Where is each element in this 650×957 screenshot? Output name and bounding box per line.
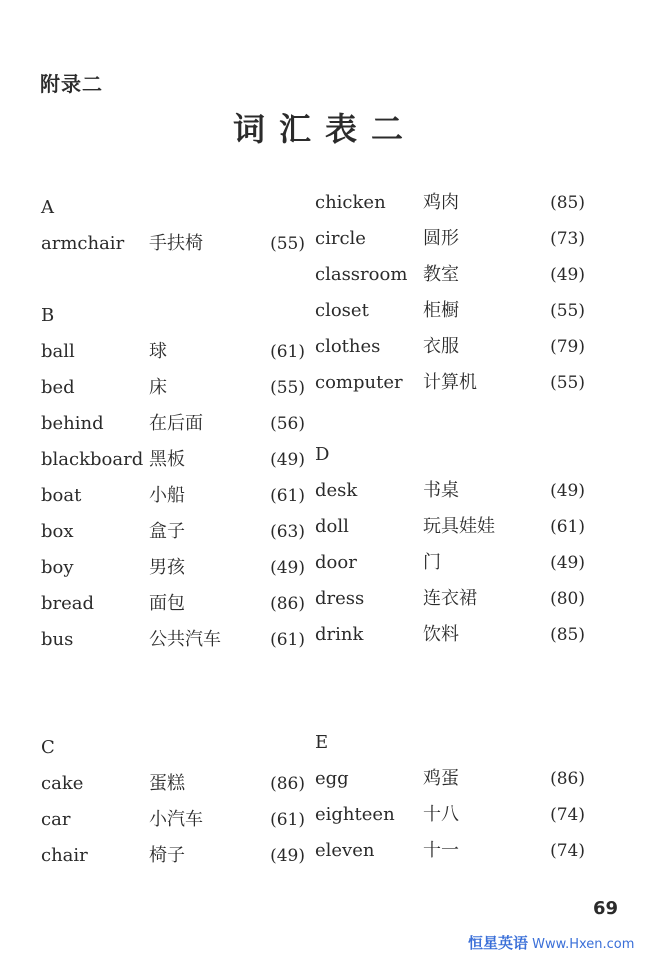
chinese-meaning: 球 [149,341,167,362]
chinese-meaning: 十一 [423,840,459,861]
vocab-column-left [41,190,341,874]
page-reference: (61) [550,517,585,537]
page-reference: (49) [270,558,305,578]
chinese-meaning: 书桌 [423,480,459,501]
chinese-meaning: 面包 [149,593,185,614]
vocab-entry [315,509,615,545]
page-reference: (79) [550,337,585,357]
english-word: behind [41,413,104,434]
vocab-entry [315,329,615,365]
spacer [41,658,341,694]
chinese-meaning: 门 [423,552,441,573]
english-word: dress [315,588,365,609]
page-reference: (49) [270,846,305,866]
chinese-meaning: 教室 [423,264,459,285]
watermark-url: Www.Hxen.com [532,937,635,952]
vocab-entry [315,473,615,509]
appendix-label: 附录二 [40,72,103,96]
vocab-entry [315,293,615,329]
page-reference: (61) [270,810,305,830]
chinese-meaning: 十八 [423,804,459,825]
english-word: bed [41,377,75,398]
page-reference: (86) [270,774,305,794]
page-reference: (56) [270,414,305,434]
page-reference: (49) [550,265,585,285]
english-word: computer [315,372,403,393]
page-reference: (61) [270,630,305,650]
section-letter: A [41,197,54,218]
page-reference: (74) [550,841,585,861]
chinese-meaning: 衣服 [423,336,459,357]
english-word: circle [315,228,366,249]
english-word: closet [315,300,369,321]
vocab-entry [41,514,341,550]
chinese-meaning: 小船 [149,485,185,506]
english-word: drink [315,624,364,645]
vocab-entry [41,838,341,874]
vocab-entry [315,185,615,221]
chinese-meaning: 椅子 [149,845,185,866]
english-word: cake [41,773,84,794]
page-reference: (61) [270,342,305,362]
page-reference: (63) [270,522,305,542]
english-word: box [41,521,74,542]
chinese-meaning: 黑板 [149,449,185,470]
vocab-entry [315,617,615,653]
chinese-meaning: 玩具娃娃 [423,516,495,537]
section-letter: B [41,305,55,326]
vocab-entry [315,833,615,869]
vocab-entry [41,442,341,478]
page-reference: (49) [550,481,585,501]
vocab-entry [41,334,341,370]
chinese-meaning: 鸡蛋 [423,768,459,789]
vocab-entry [41,550,341,586]
vocab-entry [41,370,341,406]
page-reference: (55) [550,301,585,321]
chinese-meaning: 圆形 [423,228,459,249]
page-number: 69 [592,898,618,919]
vocab-entry [41,478,341,514]
chinese-meaning: 蛋糕 [149,773,185,794]
page-reference: (85) [550,625,585,645]
page-reference: (55) [550,373,585,393]
vocab-entry [315,581,615,617]
spacer [315,653,615,689]
page-reference: (73) [550,229,585,249]
vocab-entry [41,802,341,838]
english-word: classroom [315,264,408,285]
chinese-meaning: 小汽车 [149,809,203,830]
vocab-entry [41,406,341,442]
chinese-meaning: 柜橱 [423,300,459,321]
english-word: chicken [315,192,386,213]
spacer [41,262,341,298]
chinese-meaning: 在后面 [149,413,203,434]
english-word: blackboard [41,449,144,470]
chinese-meaning: 手扶椅 [149,233,203,254]
vocab-entry [41,226,341,262]
chinese-meaning: 鸡肉 [423,192,459,213]
english-word: doll [315,516,349,537]
section-letter: E [315,732,329,753]
page-reference: (49) [270,450,305,470]
page-title: 词汇表二 [232,110,417,148]
page-reference: (55) [270,234,305,254]
chinese-meaning: 计算机 [423,372,477,393]
vocab-column-right [315,185,615,869]
page-reference: (49) [550,553,585,573]
vocab-entry [41,586,341,622]
watermark-brand: 恒星英语 [468,934,529,952]
section-letter: C [41,737,55,758]
chinese-meaning: 连衣裙 [423,588,477,609]
english-word: boy [41,557,74,578]
vocab-entry [315,257,615,293]
english-word: car [41,809,71,830]
vocab-entry [41,766,341,802]
section-letter: D [315,444,330,465]
english-word: armchair [41,233,125,254]
vocab-entry [315,761,615,797]
english-word: egg [315,768,349,789]
page-reference: (61) [270,486,305,506]
english-word: ball [41,341,75,362]
english-word: bread [41,593,95,614]
page-reference: (86) [550,769,585,789]
english-word: eleven [315,840,375,861]
chinese-meaning: 饮料 [423,624,459,645]
vocab-entry [315,221,615,257]
vocab-entry [41,622,341,658]
spacer [315,401,615,437]
page-reference: (55) [270,378,305,398]
english-word: desk [315,480,358,501]
english-word: boat [41,485,82,506]
chinese-meaning: 盒子 [149,521,185,542]
chinese-meaning: 公共汽车 [149,629,221,650]
page-reference: (80) [550,589,585,609]
english-word: door [315,552,357,573]
chinese-meaning: 男孩 [149,557,185,578]
english-word: bus [41,629,74,650]
chinese-meaning: 床 [149,377,167,398]
english-word: clothes [315,336,381,357]
spacer [41,694,341,730]
page-reference: (74) [550,805,585,825]
page-reference: (85) [550,193,585,213]
english-word: chair [41,845,88,866]
vocab-entry [315,545,615,581]
english-word: eighteen [315,804,395,825]
vocab-entry [315,797,615,833]
page-reference: (86) [270,594,305,614]
spacer [315,689,615,725]
vocab-entry [315,365,615,401]
watermark [468,932,634,953]
